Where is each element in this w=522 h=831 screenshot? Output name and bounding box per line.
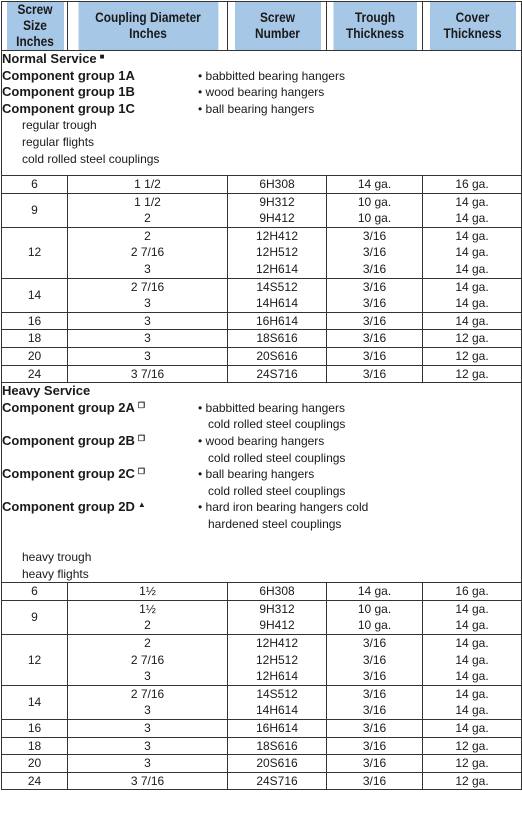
cell-value: 2 7/16 (130, 279, 165, 294)
cell-value: 2 (144, 618, 151, 633)
cell-value: 3/16 (362, 245, 387, 260)
cell-value: 14S512 (256, 686, 298, 701)
table-row (2, 347, 522, 365)
group-bullet-cont: hardened steel couplings (208, 516, 342, 531)
table-row (2, 737, 522, 755)
group-bullet-cont: cold rolled steel couplings (208, 450, 346, 465)
group-bullet: • ball bearing hangers (198, 467, 315, 482)
cell-value: 2 7/16 (130, 245, 165, 260)
cell-value: 12H512 (255, 245, 299, 260)
cell-value: 3 (144, 348, 151, 363)
cell-value: 12H512 (255, 652, 299, 667)
group-bullet: • hard iron bearing hangers cold (198, 500, 369, 515)
screw-number-cell (228, 635, 327, 686)
cover-thickness-cell (423, 583, 522, 601)
screw-number-cell (228, 720, 327, 738)
cell-value: 3 (144, 313, 151, 328)
cell-value: 12H412 (255, 228, 299, 243)
cell-value: 3/16 (362, 773, 387, 788)
trough-thickness-cell (327, 193, 423, 227)
header-screw-size (5, 2, 63, 51)
table-row (2, 772, 522, 790)
size-cell: 14 (2, 685, 68, 719)
section-note: regular trough (22, 118, 97, 133)
cell-value: 3 (144, 669, 151, 684)
header-line: Thickness (442, 26, 502, 41)
cell-value: 16H614 (255, 313, 299, 328)
cover-thickness-cell (423, 635, 522, 686)
cell-value: 2 (144, 228, 151, 243)
cell-value: 3 (144, 331, 151, 346)
cell-value: 20S616 (256, 756, 298, 771)
section-title-text: Normal Service (2, 51, 97, 66)
section-note: heavy trough (22, 550, 92, 565)
cell-value: 3 (144, 721, 151, 735)
cell-value: 20S616 (256, 348, 298, 363)
square-outline-symbol-icon: ❐ (137, 467, 146, 477)
size-cell: 24 (2, 365, 68, 383)
cell-value: 3/16 (362, 756, 387, 771)
normal-groups (2, 68, 521, 118)
cell-value: 3 (144, 738, 151, 753)
group-bullet-cont: cold rolled steel couplings (208, 417, 346, 432)
coupling-cell (68, 330, 228, 348)
cell-value: 14 ga. (455, 636, 489, 651)
cell-value: 14 ga. (455, 296, 489, 311)
cell-value: 1½ (139, 584, 156, 599)
cell-value: 2 7/16 (130, 686, 165, 701)
cell-value: 10 ga. (357, 601, 392, 616)
table-row (2, 755, 522, 773)
coupling-cell (68, 227, 228, 278)
cell-value: 12H412 (255, 636, 299, 651)
cell-value: 14 ga. (455, 686, 489, 701)
coupling-cell (68, 176, 228, 194)
cell-value: 12H614 (255, 669, 299, 684)
screw-number-cell (228, 330, 327, 348)
cell-value: 9H412 (259, 618, 295, 633)
section-note: regular flights (22, 134, 95, 149)
trough-thickness-cell (327, 330, 423, 348)
cell-value: 16 ga. (455, 584, 489, 599)
size-cell: 14 (2, 278, 68, 312)
header-line: Screw Size (16, 2, 53, 33)
cell-value: 14 ga. (455, 228, 489, 243)
cell-value: 1 1/2 (134, 194, 161, 209)
size-cell: 12 (2, 635, 68, 686)
header-line: Trough (354, 10, 395, 25)
square-outline-symbol-icon: ❐ (137, 433, 146, 443)
cell-value: 12 ga. (455, 738, 489, 753)
cell-value: 14 ga. (455, 703, 489, 718)
cover-thickness-cell (423, 347, 522, 365)
cell-value: 12H614 (255, 261, 299, 276)
cell-value: 14 ga. (455, 618, 489, 633)
cell-value: 14 ga. (357, 584, 392, 599)
cell-value: 14 ga. (455, 245, 489, 260)
heavy-group-row (2, 400, 521, 433)
cell-value: 14S512 (256, 279, 298, 294)
cell-value: 9H312 (259, 601, 295, 616)
heavy-group-row (2, 499, 521, 532)
size-cell: 9 (2, 193, 68, 227)
table-row (2, 312, 522, 330)
cell-value: 3/16 (362, 686, 387, 701)
trough-thickness-cell (327, 347, 423, 365)
header-line: Screw (259, 10, 295, 25)
group-label: Component group 2D (2, 499, 135, 515)
coupling-cell (68, 365, 228, 383)
cover-thickness-cell (423, 176, 522, 194)
screw-number-cell (228, 176, 327, 194)
header-line: Coupling Diameter (94, 10, 201, 25)
group-bullet-cont: cold rolled steel couplings (208, 483, 346, 498)
cell-value: 14 ga. (455, 601, 489, 616)
header-cover-thickness (428, 2, 515, 51)
table-row (2, 685, 522, 719)
size-cell: 9 (2, 600, 68, 634)
cover-thickness-cell (423, 720, 522, 738)
coupling-cell (68, 312, 228, 330)
screw-number-cell (228, 278, 327, 312)
cell-value: 12 ga. (455, 756, 489, 771)
normal-group-labels (2, 68, 198, 118)
cell-value: 12 ga. (455, 366, 489, 381)
group-label: Component group 2B (2, 432, 135, 448)
coupling-cell (68, 720, 228, 738)
coupling-cell (68, 193, 228, 227)
size-cell: 24 (2, 772, 68, 790)
group-bullet: • babbitted bearing hangers (198, 400, 345, 415)
header-screw-number (233, 2, 320, 51)
cell-value: 14H614 (255, 703, 299, 718)
header-line: Inches (15, 34, 54, 49)
square-symbol-icon: ■ (99, 52, 105, 61)
normal-service-section (2, 51, 522, 176)
group-bullet: • wood bearing hangers (198, 85, 325, 100)
cell-value: 3 7/16 (130, 773, 165, 788)
cell-value: 3/16 (362, 331, 387, 346)
cell-value: 3/16 (362, 738, 387, 753)
cell-value: 18S616 (256, 331, 298, 346)
table-header (2, 2, 522, 51)
trough-thickness-cell (327, 365, 423, 383)
table-row (2, 635, 522, 686)
cell-value: 3/16 (362, 228, 387, 243)
table-row (2, 193, 522, 227)
heavy-group-row (2, 433, 521, 466)
cell-value: 3 (144, 703, 151, 718)
triangle-symbol-icon: ▲ (137, 500, 146, 510)
trough-thickness-cell (327, 312, 423, 330)
cell-value: 14H614 (255, 296, 299, 311)
normal-group-bullets (198, 68, 521, 118)
screw-number-cell (228, 227, 327, 278)
cell-value: 3/16 (362, 313, 387, 328)
size-cell: 18 (2, 737, 68, 755)
cell-value: 14 ga. (357, 177, 392, 191)
header-trough-thickness (332, 2, 416, 51)
header-line: Inches (128, 26, 167, 41)
size-cell: 20 (2, 755, 68, 773)
cell-value: 3 (144, 756, 151, 771)
cell-value: 3/16 (362, 366, 387, 381)
cell-value: 3/16 (362, 261, 387, 276)
cell-value: 3/16 (362, 348, 387, 363)
group-bullet: • babbitted bearing hangers (198, 68, 345, 83)
cover-thickness-cell (423, 312, 522, 330)
size-cell: 16 (2, 312, 68, 330)
cell-value: 16 ga. (455, 177, 489, 191)
group-label: Component group 2A (2, 399, 135, 415)
coupling-cell (68, 583, 228, 601)
heavy-service-cell (2, 383, 522, 583)
coupling-cell (68, 737, 228, 755)
cover-thickness-cell (423, 193, 522, 227)
cell-value: 14 ga. (455, 211, 489, 226)
table-row (2, 583, 522, 601)
cell-value: 14 ga. (455, 194, 489, 209)
cell-value: 3/16 (362, 279, 387, 294)
cell-value: 2 (144, 636, 151, 651)
screw-number-cell (228, 583, 327, 601)
screw-number-cell (228, 347, 327, 365)
trough-thickness-cell (327, 755, 423, 773)
cover-thickness-cell (423, 278, 522, 312)
coupling-cell (68, 635, 228, 686)
size-cell: 6 (2, 176, 68, 194)
cover-thickness-cell (423, 365, 522, 383)
cell-value: 3/16 (362, 669, 387, 684)
size-cell: 16 (2, 720, 68, 738)
cover-thickness-cell (423, 737, 522, 755)
table-row (2, 176, 522, 194)
size-cell: 20 (2, 347, 68, 365)
header-row (2, 2, 522, 51)
screw-number-cell (228, 600, 327, 634)
cell-value: 16H614 (255, 721, 299, 735)
screw-number-cell (228, 312, 327, 330)
screw-number-cell (228, 365, 327, 383)
cover-thickness-cell (423, 330, 522, 348)
screw-number-cell (228, 755, 327, 773)
cover-thickness-cell (423, 772, 522, 790)
cell-value: 3/16 (362, 721, 387, 735)
cell-value: 9H412 (259, 211, 295, 226)
cell-value: 1½ (139, 601, 156, 616)
cell-value: 1 1/2 (134, 177, 161, 191)
table-row (2, 720, 522, 738)
size-cell: 6 (2, 583, 68, 601)
group-label: Component group 1A (2, 67, 135, 83)
cell-value: 24S716 (256, 366, 298, 381)
section-note: heavy flights (22, 566, 89, 581)
cell-value: 9H312 (259, 194, 295, 209)
header-line: Cover (455, 10, 489, 25)
cover-thickness-cell (423, 600, 522, 634)
group-bullet: • ball bearing hangers (198, 101, 315, 116)
heavy-service-title: Heavy Service (2, 383, 91, 399)
table-row (2, 330, 522, 348)
coupling-cell (68, 347, 228, 365)
table-row (2, 600, 522, 634)
cell-value: 3 7/16 (130, 366, 165, 381)
trough-thickness-cell (327, 600, 423, 634)
group-bullet: • wood bearing hangers (198, 433, 325, 448)
cell-value: 18S616 (256, 738, 298, 753)
square-outline-symbol-icon: ❐ (137, 400, 146, 410)
coupling-cell (68, 772, 228, 790)
cell-value: 3/16 (362, 652, 387, 667)
cover-thickness-cell (423, 227, 522, 278)
trough-thickness-cell (327, 176, 423, 194)
group-label: Component group 1B (2, 84, 135, 100)
group-label: Component group 2C (2, 466, 135, 482)
cell-value: 14 ga. (455, 279, 489, 294)
trough-thickness-cell (327, 635, 423, 686)
cell-value: 3 (144, 296, 151, 311)
trough-thickness-cell (327, 737, 423, 755)
cell-value: 10 ga. (357, 194, 392, 209)
cover-thickness-cell (423, 685, 522, 719)
table-row (2, 278, 522, 312)
normal-service-cell (2, 51, 522, 176)
cell-value: 2 (144, 211, 151, 226)
cell-value: 14 ga. (455, 261, 489, 276)
section-note: cold rolled steel couplings (22, 151, 160, 166)
header-coupling-diameter (77, 2, 218, 51)
trough-thickness-cell (327, 227, 423, 278)
cell-value: 10 ga. (357, 211, 392, 226)
cell-value: 3/16 (362, 636, 387, 651)
screw-spec-table (1, 1, 522, 790)
size-cell: 12 (2, 227, 68, 278)
cell-value: 3/16 (362, 296, 387, 311)
normal-service-title (2, 51, 521, 68)
coupling-cell (68, 755, 228, 773)
table-row (2, 365, 522, 383)
screw-number-cell (228, 193, 327, 227)
cell-value: 2 7/16 (130, 652, 165, 667)
group-label: Component group 1C (2, 100, 135, 116)
table-row (2, 227, 522, 278)
cell-value: 24S716 (256, 773, 298, 788)
cell-value: 10 ga. (357, 618, 392, 633)
trough-thickness-cell (327, 772, 423, 790)
screw-number-cell (228, 685, 327, 719)
screw-number-cell (228, 772, 327, 790)
size-cell: 18 (2, 330, 68, 348)
cell-value: 12 ga. (455, 773, 489, 788)
heavy-group-row (2, 466, 521, 499)
cell-value: 14 ga. (455, 652, 489, 667)
cell-value: 12 ga. (455, 331, 489, 346)
cell-value: 6H308 (259, 177, 295, 191)
cell-value: 6H308 (259, 584, 295, 599)
header-line: Number (254, 26, 300, 41)
cell-value: 3 (144, 261, 151, 276)
trough-thickness-cell (327, 278, 423, 312)
cell-value: 14 ga. (455, 669, 489, 684)
coupling-cell (68, 600, 228, 634)
header-line: Thickness (345, 26, 404, 41)
trough-thickness-cell (327, 720, 423, 738)
coupling-cell (68, 278, 228, 312)
heavy-service-section (2, 383, 522, 583)
trough-thickness-cell (327, 685, 423, 719)
cell-value: 14 ga. (455, 721, 489, 735)
cell-value: 12 ga. (455, 348, 489, 363)
cell-value: 3/16 (362, 703, 387, 718)
cover-thickness-cell (423, 755, 522, 773)
screw-number-cell (228, 737, 327, 755)
heavy-groups (2, 400, 521, 533)
cell-value: 14 ga. (455, 313, 489, 328)
coupling-cell (68, 685, 228, 719)
trough-thickness-cell (327, 583, 423, 601)
